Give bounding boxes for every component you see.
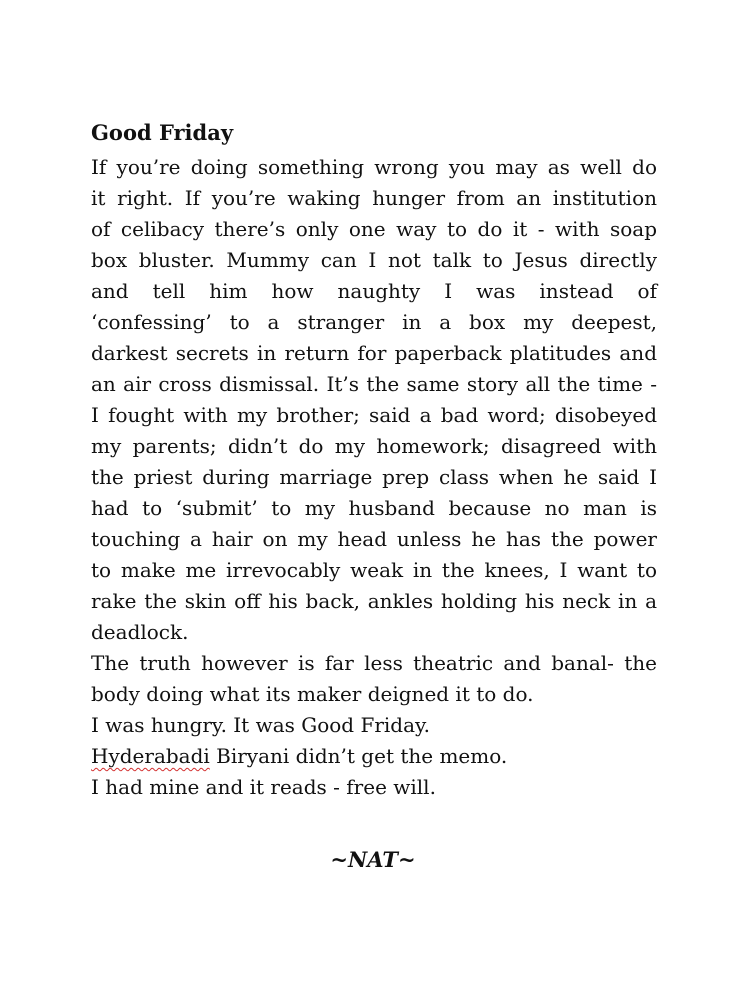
author-signature: ~NAT~	[330, 847, 416, 872]
poem-line: an air cross dismissal. It’s the same story all the time -	[91, 372, 657, 396]
poem-line: deadlock.	[91, 620, 189, 644]
misspelled-word: Hyderabadi	[91, 744, 210, 768]
poem-line: box bluster. Mummy can I not talk to Jesus directly	[91, 248, 657, 272]
poem-line: The truth however is far less theatric and banal- the	[91, 651, 657, 675]
poem-line: my parents; didn’t do my homework; disagreed with	[91, 434, 657, 458]
poem-line: I had mine and it reads - free will.	[91, 775, 436, 799]
poem-line: body doing what its maker deigned it to do.	[91, 682, 534, 706]
poem-line: had to ‘submit’ to my husband because no man is	[91, 496, 657, 520]
poem-line: If you’re doing something wrong you may as well do	[91, 155, 657, 179]
poem-line: and tell him how naughty I was instead of	[91, 279, 657, 303]
poem-line-biryani	[91, 741, 657, 772]
poem-line: I was hungry. It was Good Friday.	[91, 713, 431, 737]
poem-body	[91, 152, 657, 803]
poem-line: darkest secrets in return for paperback platitudes and	[91, 341, 657, 365]
poem-line: of celibacy there’s only one way to do it - with soap	[91, 217, 657, 241]
poem-title: Good Friday	[91, 120, 234, 145]
poem-line: touching a hair on my head unless he has the power	[91, 527, 657, 551]
poem-line: to make me irrevocably weak in the knees, I want to	[91, 558, 657, 582]
poem-line: the priest during marriage prep class when he said I	[91, 465, 657, 489]
poem-line: ‘confessing’ to a stranger in a box my deepest,	[91, 310, 657, 334]
poem-line: it right. If you’re waking hunger from an institution	[91, 186, 657, 210]
poem-line: I fought with my brother; said a bad word; disobeyed	[91, 403, 657, 427]
poem-line-rest: Biryani didn’t get the memo.	[209, 744, 508, 768]
poem-line: rake the skin off his back, ankles holding his neck in a	[91, 589, 657, 613]
